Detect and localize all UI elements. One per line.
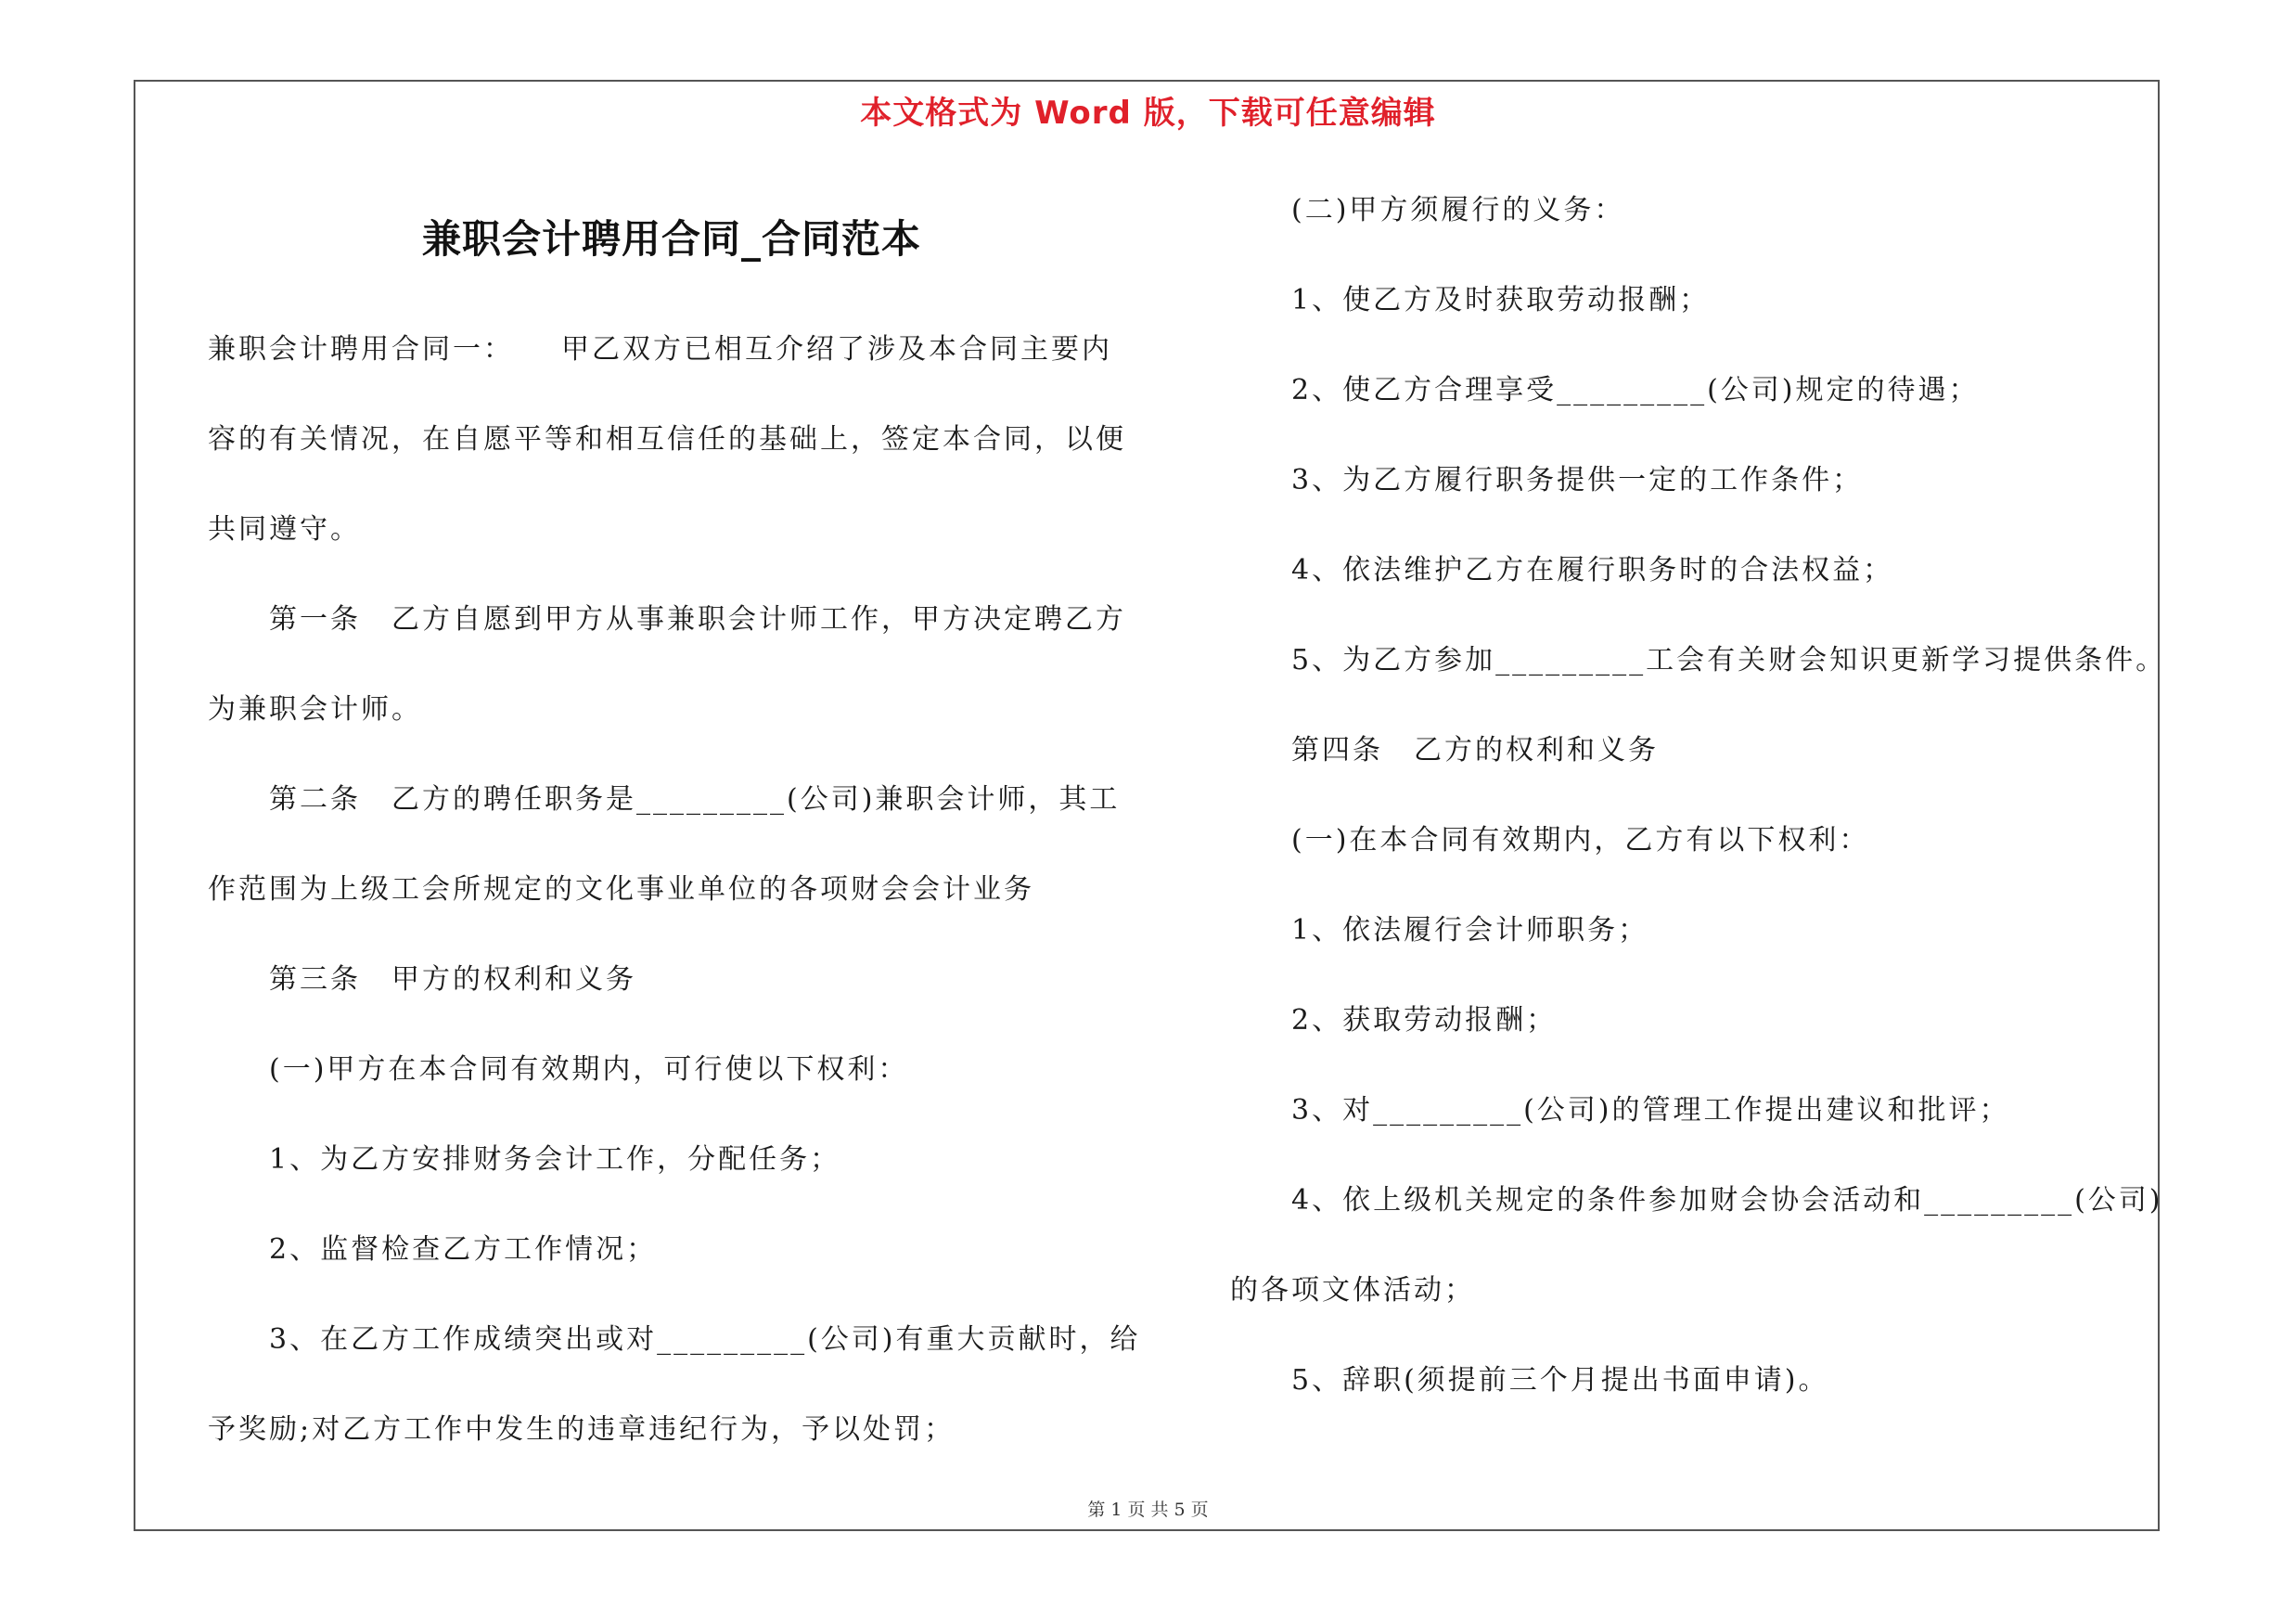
right-line: 4、依法维护乙方在履行职务时的合法权益；: [1230, 554, 1894, 586]
right-line: (二)甲方须履行的义务：: [1230, 194, 1625, 226]
left-line: 3、在乙方工作成绩突出或对_________(公司)有重大贡献时，给: [208, 1323, 1141, 1356]
left-line: 2、监督检查乙方工作情况；: [208, 1233, 658, 1266]
right-line: 3、对_________(公司)的管理工作提出建议和批评；: [1230, 1094, 2010, 1127]
right-line: 3、为乙方履行职务提供一定的工作条件；: [1230, 464, 1864, 496]
left-line: 予奖励;对乙方工作中发生的违章违纪行为，予以处罚；: [208, 1413, 956, 1446]
left-line: 兼职会计聘用合同一： 甲乙双方已相互介绍了涉及本合同主要内: [208, 333, 1112, 366]
left-line: 第一条 乙方自愿到甲方从事兼职会计师工作，甲方决定聘乙方: [208, 603, 1126, 636]
right-line: 4、依上级机关规定的条件参加财会协会活动和_________(公司): [1230, 1184, 2163, 1217]
right-line: 的各项文体活动；: [1230, 1274, 1475, 1307]
right-line: 5、为乙方参加_________工会有关财会知识更新学习提供条件。: [1230, 644, 2167, 676]
right-line: 1、使乙方及时获取劳动报酬；: [1230, 284, 1711, 316]
format-banner: 本文格式为 Word 版，下载可任意编辑: [860, 95, 1436, 132]
left-line: 为兼职会计师。: [208, 693, 422, 726]
right-line: 2、使乙方合理享受_________(公司)规定的待遇；: [1230, 374, 1980, 406]
document-title: 兼职会计聘用合同_合同范本: [421, 216, 921, 262]
right-line: (一)在本合同有效期内，乙方有以下权利：: [1230, 824, 1870, 857]
left-line: 共同遵守。: [208, 513, 361, 546]
left-line: 1、为乙方安排财务会计工作，分配任务；: [208, 1143, 841, 1176]
left-line: (一)甲方在本合同有效期内，可行使以下权利：: [208, 1053, 909, 1086]
left-line: 容的有关情况，在自愿平等和相互信任的基础上，签定本合同，以便: [208, 423, 1126, 456]
page-number: 第 1 页 共 5 页: [1087, 1500, 1209, 1520]
left-line: 第二条 乙方的聘任职务是_________(公司)兼职会计师，其工: [208, 783, 1121, 816]
right-line: 第四条 乙方的权利和义务: [1230, 734, 1659, 766]
right-line: 2、获取劳动报酬；: [1230, 1004, 1558, 1037]
right-line: 1、依法履行会计师职务；: [1230, 914, 1649, 947]
left-line: 作范围为上级工会所规定的文化事业单位的各项财会会计业务: [208, 873, 1034, 906]
left-line: 第三条 甲方的权利和义务: [208, 963, 636, 996]
right-line: 5、辞职(须提前三个月提出书面申请)。: [1230, 1364, 1829, 1397]
